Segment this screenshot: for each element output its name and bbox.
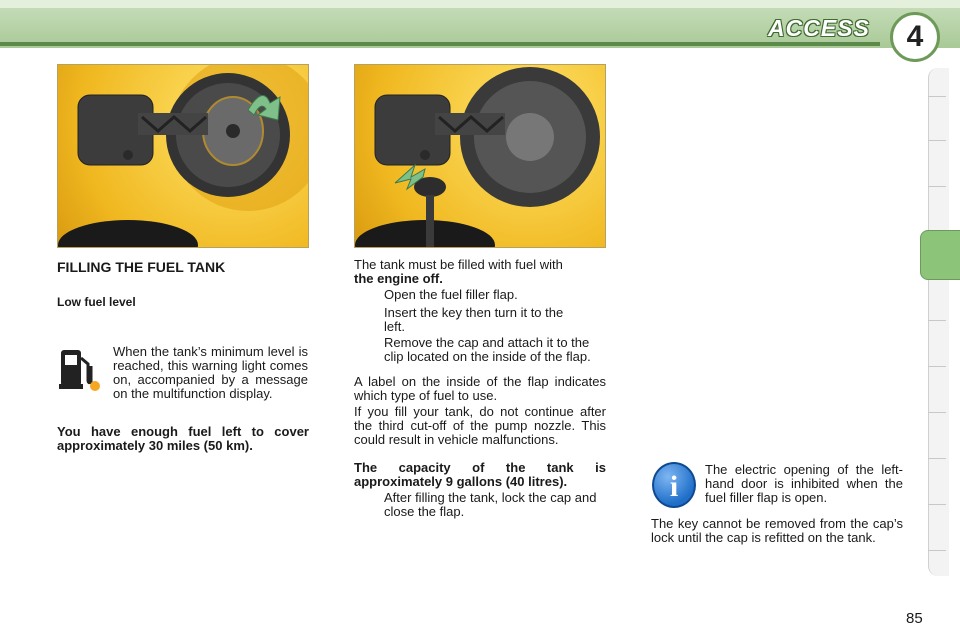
tab-divider [928,550,946,551]
chapter-tab-active[interactable] [920,230,960,280]
tab-divider [928,366,946,367]
tab-divider [928,458,946,459]
step-text: After filling the tank, lock the cap and close the flap. [384,490,597,519]
tab-divider [928,186,946,187]
low-fuel-description: When the tank’s minimum level is reached, this warning light comes on, accompanied by a message on the multifunction display. [113,344,308,401]
fuel-pump-icon [57,346,103,394]
header-highlight [0,0,960,8]
chapter-title: ACCESS [768,15,870,41]
tab-divider [928,504,946,505]
tab-divider [928,320,946,321]
step-text: Open the fuel filler flap. [384,287,518,302]
fuel-range-note: You have enough fuel left to cover approximately 30 miles (50 km). [57,424,309,453]
page-number: 85 [906,610,923,627]
subsection-title: Low fuel level [57,295,136,309]
chapter-tabs [928,68,949,576]
step-text: Remove the cap and attach it to the clip located on the inside of the flap. [384,335,591,364]
section-title: FILLING THE FUEL TANK [57,259,226,275]
info-icon: i [652,462,696,508]
info-key-note: The key cannot be removed from the cap’s lock until the cap is refitted on the tank. [651,516,903,545]
header-rule [0,42,880,46]
fuel-cap-key-photo [354,64,606,248]
tab-divider [928,140,946,141]
fuel-flap-photo [57,64,309,248]
filling-intro [354,258,606,286]
fuel-type-label-note: A label on the inside of the flap indicates which type of fuel to use. [354,374,606,403]
tab-divider [928,96,946,97]
filling-intro-text: The tank must be filled with fuel with [354,257,563,272]
chapter-number-badge: 4 [890,12,940,62]
tab-divider [928,412,946,413]
tank-capacity: The capacity of the tank is approximately 9 gallons (40 litres). [354,460,606,489]
filling-intro-emphasis: the engine off. [354,271,443,286]
step-text: Insert the key then turn it to the left. [384,305,564,334]
info-door-note: The electric opening of the left-hand door is inhibited when the fuel filler flap is open. [705,462,903,505]
cut-off-warning: If you fill your tank, do not continue after the third cut-off of the pump nozzle. This could result in vehicle malfunctions. [354,404,606,447]
